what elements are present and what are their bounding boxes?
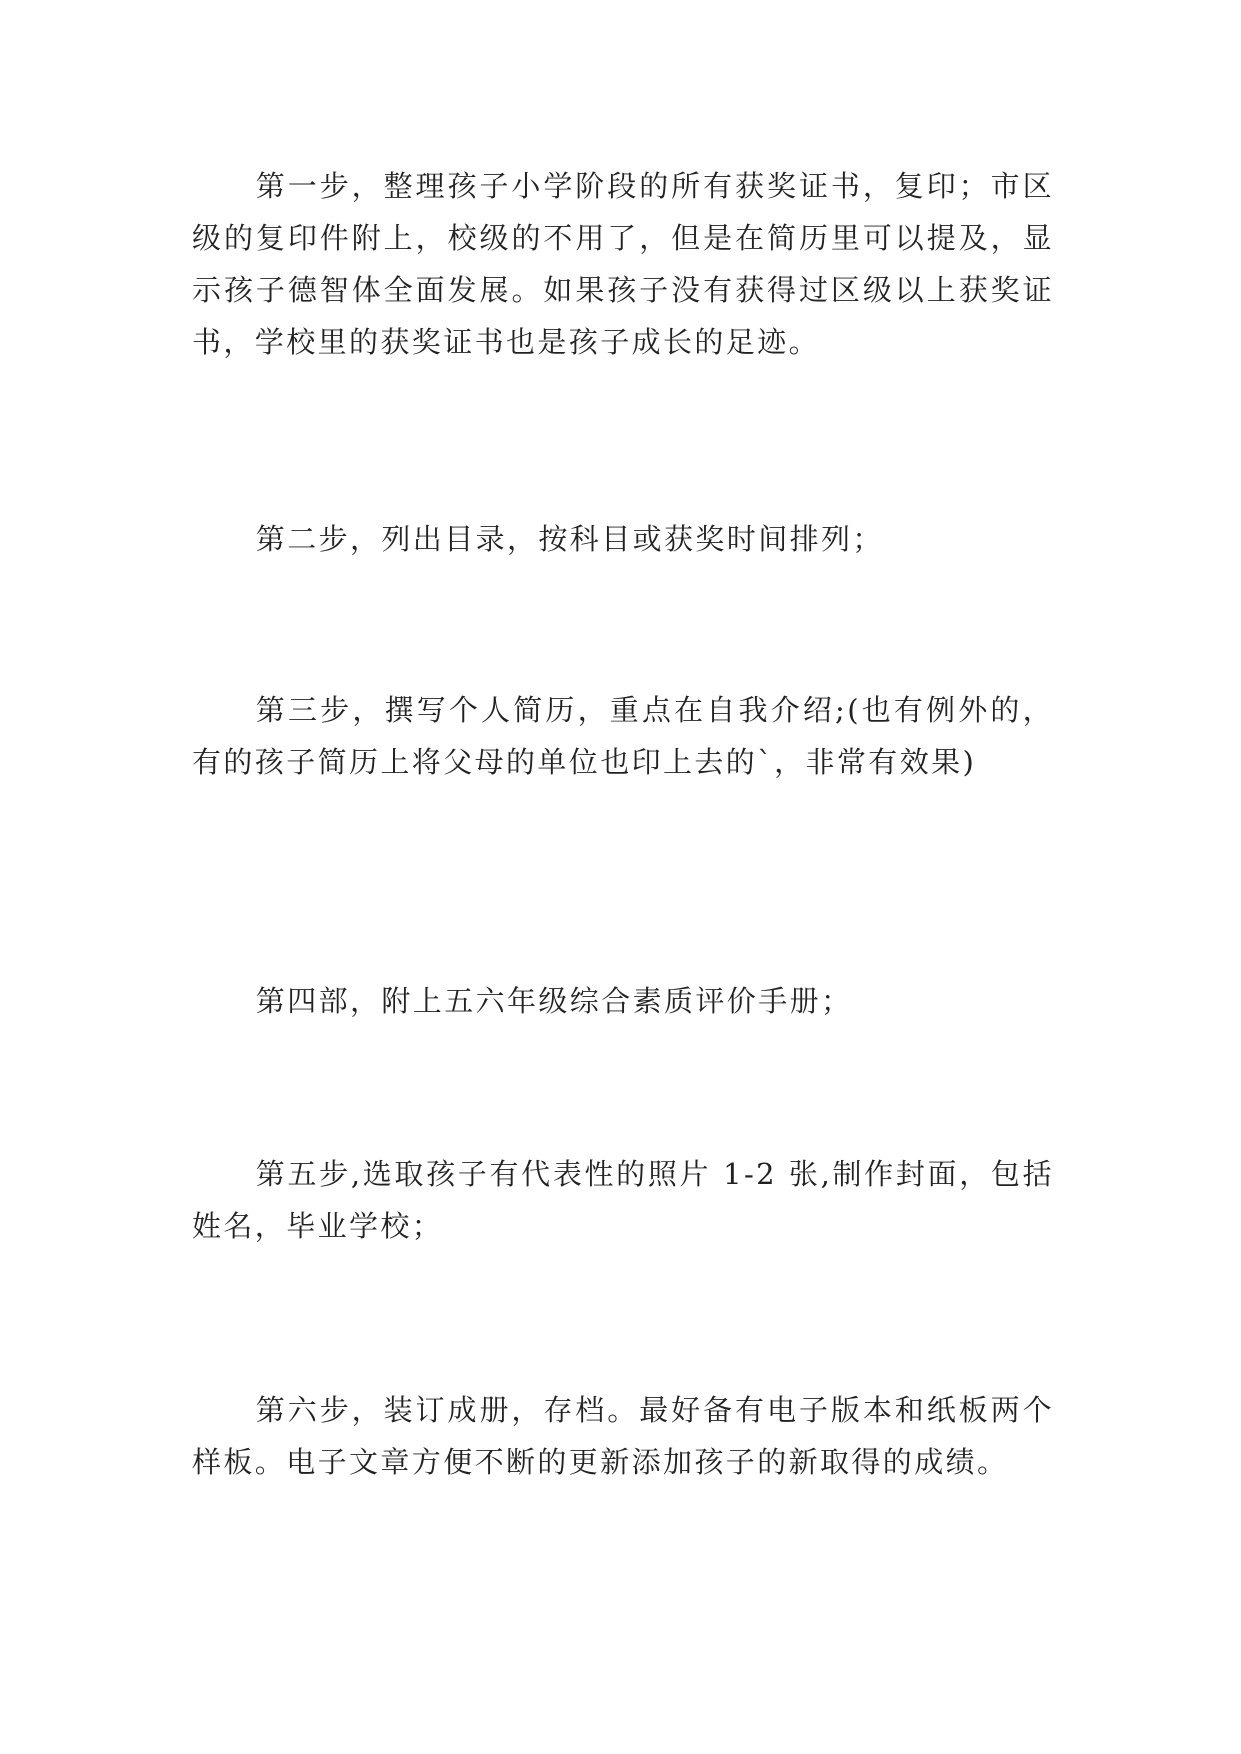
paragraph-step-one: 第一步，整理孩子小学阶段的所有获奖证书，复印；市区级的复印件附上，校级的不用了，但是在简历里可以提及，显示孩子德智体全面发展。如果孩子没有获得过区级以上获奖证书，学校里的获奖证书也是孩子成长的足迹。 — [192, 169, 1054, 359]
paragraph-step-four: 第四部，附上五六年级综合素质评价手册； — [255, 984, 853, 1018]
paragraph-step-six: 第六步，装订成册，存档。最好备有电子版本和纸板两个样板。电子文章方便不断的更新添加孩子的新取得的成绩。 — [192, 1393, 1054, 1479]
paragraph-step-three: 第三步，撰写个人简历，重点在自我介绍;(也有例外的，有的孩子简历上将父母的单位也印上去的`，非常有效果) — [192, 693, 1054, 779]
paragraph-step-two: 第二步，列出目录，按科目或获奖时间排列； — [255, 522, 884, 556]
paragraph-step-five: 第五步,选取孩子有代表性的照片 1-2 张,制作封面，包括姓名，毕业学校； — [192, 1157, 1054, 1243]
